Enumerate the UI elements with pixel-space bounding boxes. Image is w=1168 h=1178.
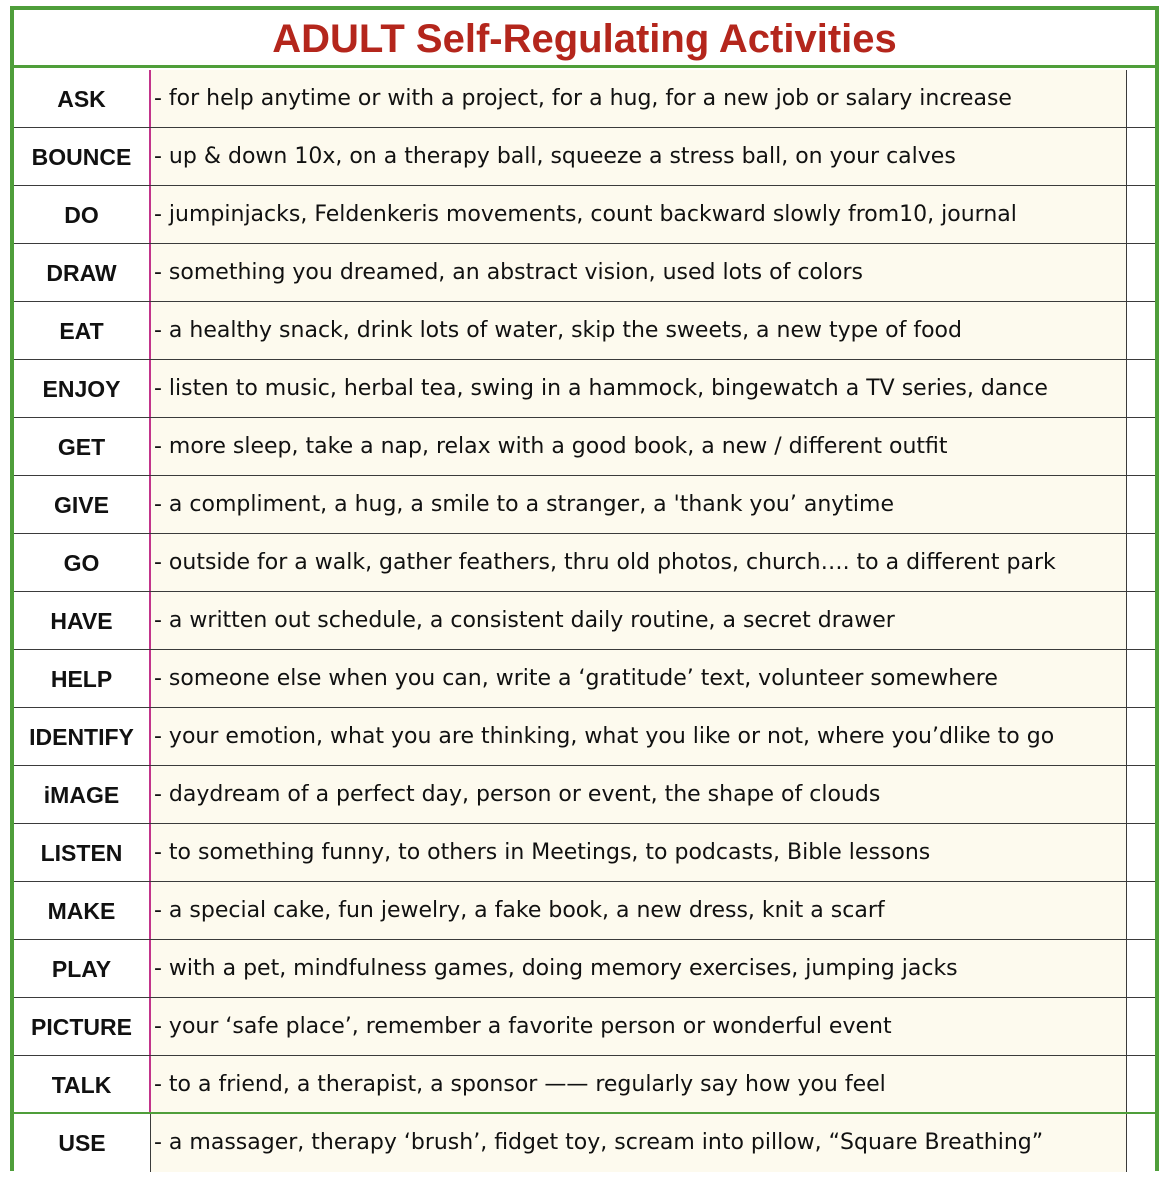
activities-sheet bbox=[10, 6, 1159, 1171]
activity-verb: IDENTIFY bbox=[14, 708, 151, 765]
activity-verb: ENJOY bbox=[14, 360, 151, 417]
table-row bbox=[14, 128, 1155, 186]
activity-description: - to a friend, a therapist, a sponsor —— regularly say how you feel bbox=[151, 1056, 1127, 1112]
activity-description: - up & down 10x, on a therapy ball, squeeze a stress ball, on your calves bbox=[151, 128, 1127, 185]
empty-column-cell bbox=[1127, 592, 1155, 649]
empty-column-cell bbox=[1127, 302, 1155, 359]
activity-description: - outside for a walk, gather feathers, thru old photos, church…. to a different park bbox=[151, 534, 1127, 591]
activity-verb: DRAW bbox=[14, 244, 151, 301]
activity-description: - someone else when you can, write a ‘gratitude’ text, volunteer somewhere bbox=[151, 650, 1127, 707]
activity-description: - listen to music, herbal tea, swing in a hammock, bingewatch a TV series, dance bbox=[151, 360, 1127, 417]
table-row bbox=[14, 650, 1155, 708]
activity-verb: EAT bbox=[14, 302, 151, 359]
activity-verb: GET bbox=[14, 418, 151, 475]
empty-column-cell bbox=[1127, 998, 1155, 1055]
page-title: ADULT Self-Regulating Activities bbox=[14, 10, 1155, 68]
empty-column-cell bbox=[1127, 244, 1155, 301]
table-row bbox=[14, 244, 1155, 302]
activity-description: - a massager, therapy ‘brush’, fidget toy, scream into pillow, “Square Breathing” bbox=[151, 1114, 1127, 1172]
table-row bbox=[14, 592, 1155, 650]
activity-description: - a special cake, fun jewelry, a fake book, a new dress, knit a scarf bbox=[151, 882, 1127, 939]
empty-column-cell bbox=[1127, 824, 1155, 881]
empty-column-cell bbox=[1127, 766, 1155, 823]
activity-description: - to something funny, to others in Meetings, to podcasts, Bible lessons bbox=[151, 824, 1127, 881]
table-row bbox=[14, 186, 1155, 244]
empty-column-cell bbox=[1127, 186, 1155, 243]
table-row bbox=[14, 534, 1155, 592]
activity-description: - jumpinjacks, Feldenkeris movements, count backward slowly from10, journal bbox=[151, 186, 1127, 243]
activity-verb: PICTURE bbox=[14, 998, 151, 1055]
empty-column-cell bbox=[1127, 360, 1155, 417]
empty-column-cell bbox=[1127, 650, 1155, 707]
activity-description: - your ‘safe place’, remember a favorite person or wonderful event bbox=[151, 998, 1127, 1055]
table-row bbox=[14, 708, 1155, 766]
table-row bbox=[14, 882, 1155, 940]
table-row bbox=[14, 940, 1155, 998]
empty-column-cell bbox=[1127, 882, 1155, 939]
activity-description: - your emotion, what you are thinking, what you like or not, where you’dlike to go bbox=[151, 708, 1127, 765]
activity-verb: USE bbox=[14, 1114, 151, 1172]
activity-verb: DO bbox=[14, 186, 151, 243]
empty-column-cell bbox=[1127, 418, 1155, 475]
activity-description: - daydream of a perfect day, person or event, the shape of clouds bbox=[151, 766, 1127, 823]
activity-verb: HAVE bbox=[14, 592, 151, 649]
empty-column-cell bbox=[1127, 534, 1155, 591]
table-row bbox=[14, 302, 1155, 360]
empty-column-cell bbox=[1127, 476, 1155, 533]
activity-description: - something you dreamed, an abstract vision, used lots of colors bbox=[151, 244, 1127, 301]
empty-column-cell bbox=[1127, 128, 1155, 185]
activity-verb: GO bbox=[14, 534, 151, 591]
empty-column-cell bbox=[1127, 1114, 1155, 1172]
activity-verb: ASK bbox=[14, 70, 151, 127]
activity-verb: iMAGE bbox=[14, 766, 151, 823]
table-row bbox=[14, 418, 1155, 476]
empty-column-cell bbox=[1127, 940, 1155, 997]
table-row bbox=[14, 476, 1155, 534]
table-row bbox=[14, 1114, 1155, 1172]
activity-description: - for help anytime or with a project, for a hug, for a new job or salary increase bbox=[151, 70, 1127, 127]
activity-description: - a compliment, a hug, a smile to a stranger, a 'thank you’ anytime bbox=[151, 476, 1127, 533]
table-row bbox=[14, 70, 1155, 128]
activity-verb: BOUNCE bbox=[14, 128, 151, 185]
activity-description: - more sleep, take a nap, relax with a good book, a new / different outfit bbox=[151, 418, 1127, 475]
activities-table bbox=[14, 70, 1155, 1172]
table-row bbox=[14, 824, 1155, 882]
activity-verb: MAKE bbox=[14, 882, 151, 939]
activity-verb: HELP bbox=[14, 650, 151, 707]
empty-column-cell bbox=[1127, 708, 1155, 765]
empty-column-cell bbox=[1127, 1056, 1155, 1112]
activity-description: - with a pet, mindfulness games, doing memory exercises, jumping jacks bbox=[151, 940, 1127, 997]
activity-verb: TALK bbox=[14, 1056, 151, 1112]
activity-verb: PLAY bbox=[14, 940, 151, 997]
empty-column-cell bbox=[1127, 70, 1155, 127]
activity-verb: LISTEN bbox=[14, 824, 151, 881]
activity-verb: GIVE bbox=[14, 476, 151, 533]
activity-description: - a healthy snack, drink lots of water, skip the sweets, a new type of food bbox=[151, 302, 1127, 359]
activity-description: - a written out schedule, a consistent daily routine, a secret drawer bbox=[151, 592, 1127, 649]
table-row bbox=[14, 360, 1155, 418]
table-row bbox=[14, 766, 1155, 824]
table-row bbox=[14, 1056, 1155, 1114]
table-row bbox=[14, 998, 1155, 1056]
